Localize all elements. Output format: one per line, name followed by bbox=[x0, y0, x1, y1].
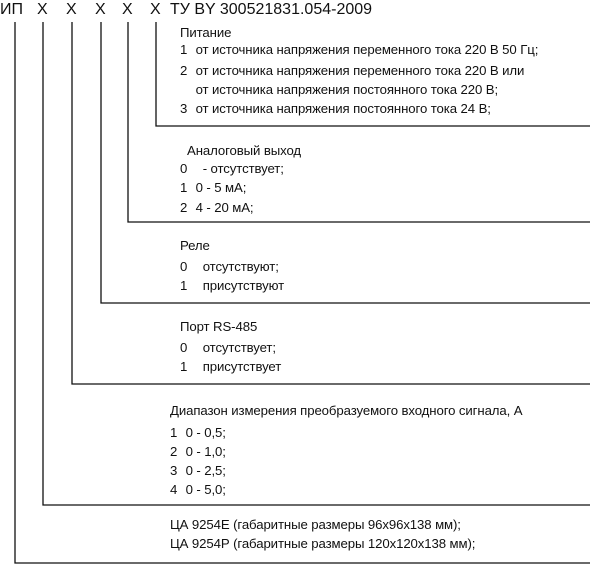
relay-item: 1 присутствуют bbox=[180, 278, 285, 293]
code-standard: ТУ BY 300521831.054-2009 bbox=[170, 1, 373, 18]
rs485-item: 0 отсутствует; bbox=[180, 340, 276, 355]
analog-output-title: Аналоговый выход bbox=[187, 143, 302, 158]
range-item: 1 0 - 0,5; bbox=[170, 425, 226, 440]
model-item: ЦА 9254Р (габаритные размеры 120х120х138 мм); bbox=[170, 536, 476, 551]
range-item: 2 0 - 1,0; bbox=[170, 444, 226, 459]
analog-output-item: 2 4 - 20 мА; bbox=[180, 200, 254, 215]
range-title: Диапазон измерения преобразуемого входного сигнала, А bbox=[170, 403, 523, 418]
power-item: от источника напряжения постоянного тока 220 В; bbox=[195, 82, 499, 97]
power-item: 1 от источника напряжения переменного тока 220 В 50 Гц; bbox=[180, 42, 539, 57]
range-item: 3 0 - 2,5; bbox=[170, 463, 226, 478]
analog-output-item: 0 - отсутствует; bbox=[180, 161, 284, 176]
code-position-analog: Х bbox=[122, 1, 133, 18]
code-position-relay: Х bbox=[95, 1, 106, 18]
rs485-title: Порт RS-485 bbox=[180, 319, 258, 334]
code-position-range: Х bbox=[37, 1, 48, 18]
code-position-rs485: Х bbox=[66, 1, 77, 18]
power-title: Питание bbox=[180, 25, 232, 40]
power-item: 3 от источника напряжения постоянного тока 24 В; bbox=[180, 101, 491, 116]
range-item: 4 0 - 5,0; bbox=[170, 482, 226, 497]
code-prefix: ИП bbox=[0, 1, 23, 18]
relay-title: Реле bbox=[180, 238, 210, 253]
model-item: ЦА 9254Е (габаритные размеры 96х96х138 мм); bbox=[170, 517, 461, 532]
rs485-item: 1 присутствует bbox=[180, 359, 282, 374]
code-position-power: Х bbox=[150, 1, 161, 18]
analog-output-item: 1 0 - 5 мА; bbox=[180, 180, 247, 195]
relay-item: 0 отсутствуют; bbox=[180, 259, 279, 274]
power-item: 2 от источника напряжения переменного тока 220 В или bbox=[180, 63, 525, 78]
